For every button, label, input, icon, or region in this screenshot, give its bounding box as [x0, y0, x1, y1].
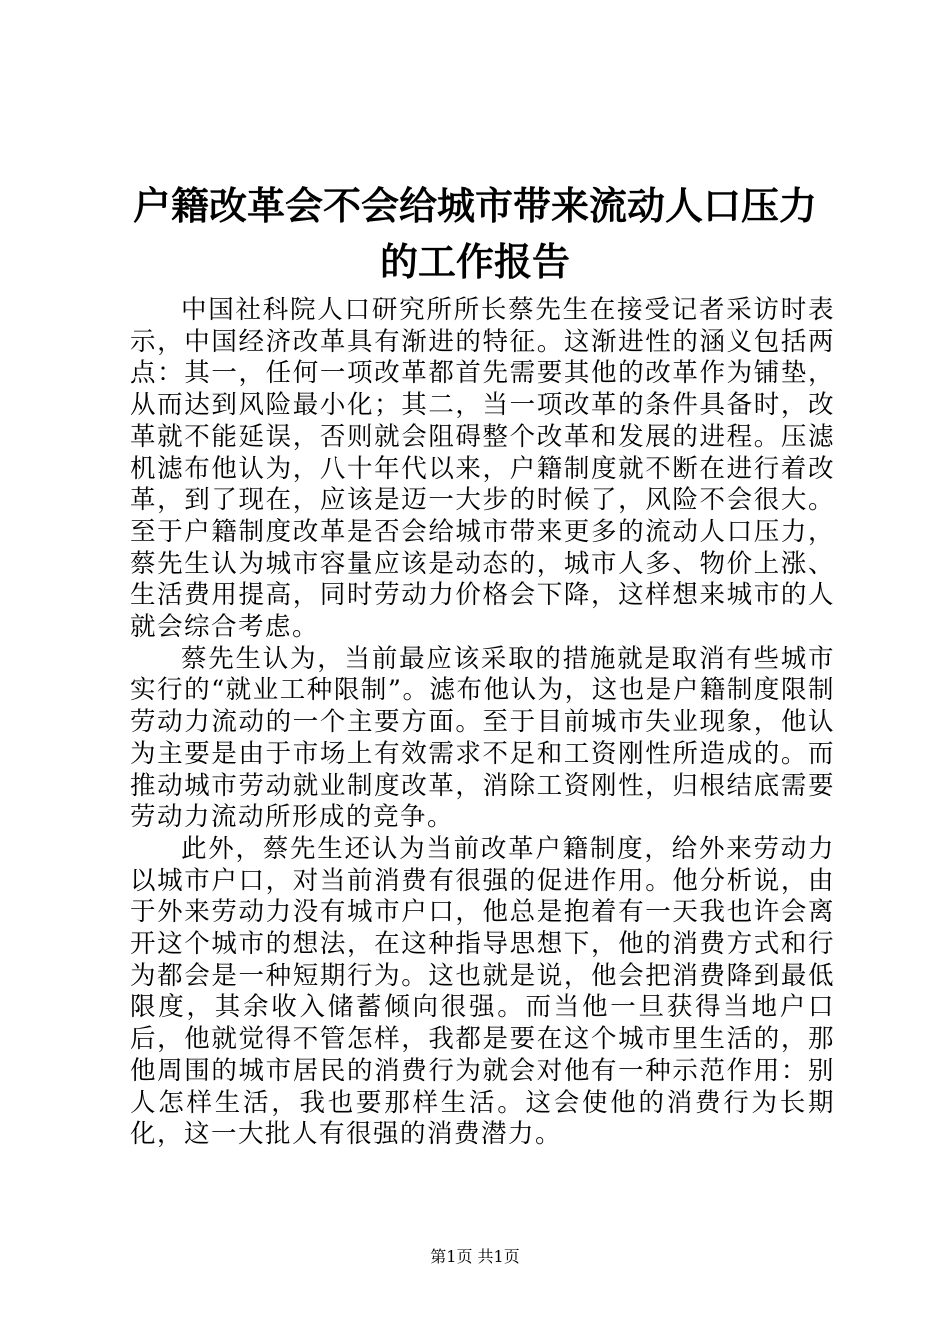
- document-body: [130, 295, 835, 1151]
- paragraph-1: 中国社科院人口研究所所长蔡先生在接受记者采访时表示，中国经济改革具有渐进的特征。这渐进性的涵义包括两点：其一，任何一项改革都首先需要其他的改革作为铺垫，从而达到风险最小化；其二，当一项改革的条件具备时，改革就不能延误，否则就会阻碍整个改革和发展的进程。压滤机滤布他认为，八十年代以来，户籍制度就不断在进行着改革，到了现在，应该是迈一大步的时候了，风险不会很大。至于户籍制度改革是否会给城市带来更多的流动人口压力，蔡先生认为城市容量应该是动态的，城市人多、物价上涨、生活费用提高，同时劳动力价格会下降，这样想来城市的人就会综合考虑。: [130, 295, 835, 643]
- paragraph-3: 此外，蔡先生还认为当前改革户籍制度，给外来劳动力以城市户口，对当前消费有很强的促进作用。他分析说，由于外来劳动力没有城市户口，他总是抱着有一天我也许会离开这个城市的想法，在这种指导思想下，他的消费方式和行为都会是一种短期行为。这也就是说，他会把消费降到最低限度，其余收入储蓄倾向很强。而当他一旦获得当地户口后，他就觉得不管怎样，我都是要在这个城市里生活的，那他周围的城市居民的消费行为就会对他有一种示范作用：别人怎样生活，我也要那样生活。这会使他的消费行为长期化，这一大批人有很强的消费潜力。: [130, 833, 835, 1150]
- paragraph-2: 蔡先生认为，当前最应该采取的措施就是取消有些城市实行的“就业工种限制”。滤布他认为，这也是户籍制度限制劳动力流动的一个主要方面。至于目前城市失业现象，他认为主要是由于市场上有效需求不足和工资刚性所造成的。而推动城市劳动就业制度改革，消除工资刚性，归根结底需要劳动力流动所形成的竞争。: [130, 643, 835, 833]
- document-title: 户籍改革会不会给城市带来流动人口压力的工作报告: [132, 184, 817, 284]
- page-footer: 第1页 共1页: [430, 1247, 520, 1266]
